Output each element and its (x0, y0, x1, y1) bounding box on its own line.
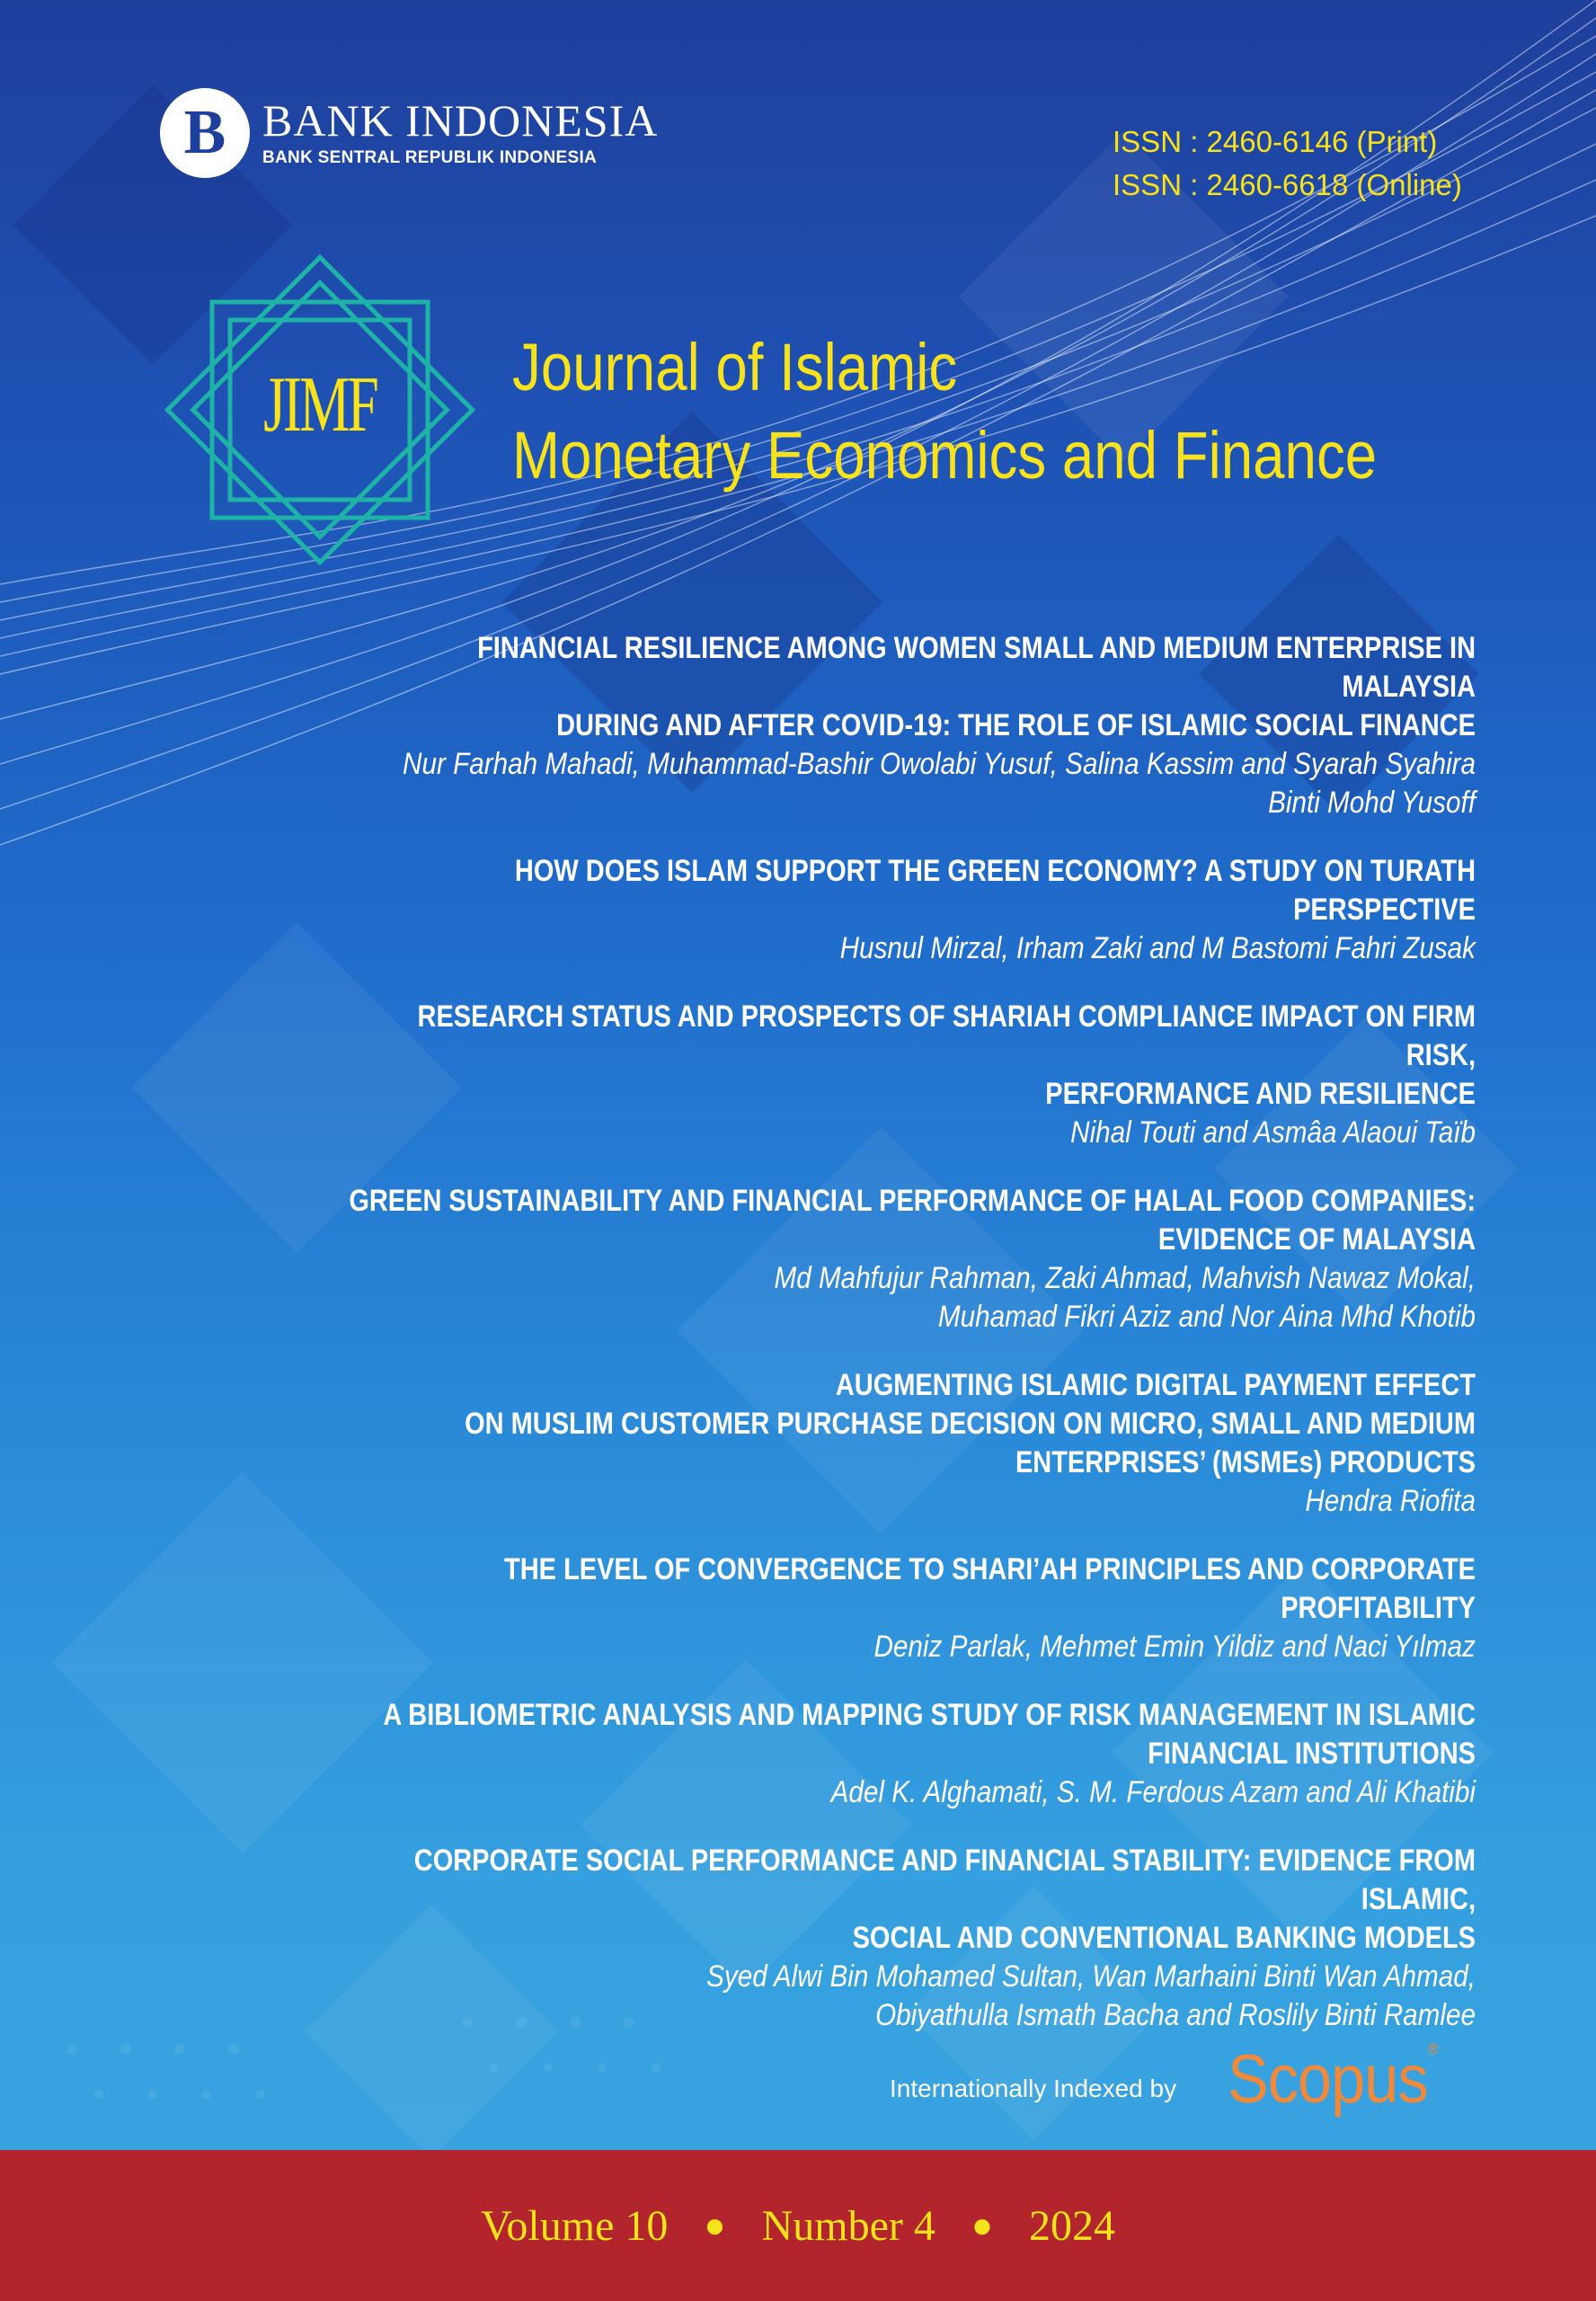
article-title: FINANCIAL RESILIENCE AMONG WOMEN SMALL AND MEDIUM ENTERPRISE IN MALAYSIA DURING AND AFTER COVID-19: THE ROLE OF ISLAMIC SOCIAL FINANCE (477, 631, 1476, 742)
issue-footer-bar (0, 2150, 1596, 2301)
scopus-logo (1228, 2040, 1438, 2119)
article-authors: Hendra Riofita (1305, 1484, 1476, 1518)
article-authors: Nihal Touti and Asmâa Alaoui Taïb (1070, 1115, 1476, 1150)
bank-indonesia-logo (160, 88, 658, 178)
bullet-separator-icon: ● (704, 2205, 726, 2245)
org-name: BANK INDONESIA (262, 95, 659, 146)
org-subtitle: BANK SENTRAL REPUBLIK INDONESIA (262, 148, 598, 167)
article-item (128, 1842, 1476, 2035)
registered-mark: ® (1427, 2040, 1438, 2058)
article-authors: Deniz Parlak, Mehmet Emin Yildiz and Naci Yılmaz (873, 1630, 1476, 1664)
indexing-label: Internationally Indexed by (890, 2074, 1177, 2102)
article-item (128, 852, 1476, 968)
bullet-separator-icon: ● (971, 2205, 994, 2245)
article-title: THE LEVEL OF CONVERGENCE TO SHARI’AH PRINCIPLES AND CORPORATE PROFITABILITY (504, 1552, 1476, 1625)
journal-acronym: JIMF (263, 361, 377, 449)
article-authors: Syed Alwi Bin Mohamed Sultan, Wan Marhaini Binti Wan Ahmad, Obiyathulla Ismath Bacha and Roslily Binti Ramlee (706, 1959, 1476, 2032)
article-title: GREEN SUSTAINABILITY AND FINANCIAL PERFORMANCE OF HALAL FOOD COMPANIES: EVIDENCE OF MALAYSIA (349, 1184, 1476, 1257)
issn-online: ISSN : 2460-6618 (Online) (1113, 168, 1462, 201)
article-authors: Nur Farhah Mahadi, Muhammad-Bashir Owolabi Yusuf, Salina Kassim and Syarah Syahira Binti Mohd Yusoff (403, 747, 1476, 820)
article-title: RESEARCH STATUS AND PROSPECTS OF SHARIAH COMPLIANCE IMPACT ON FIRM RISK, PERFORMANCE AND RESILIENCE (417, 999, 1476, 1111)
article-authors: Adel K. Alghamati, S. M. Ferdous Azam and Ali Khatibi (830, 1775, 1476, 1809)
number-label: Number 4 (761, 2201, 935, 2250)
article-item (128, 998, 1476, 1152)
journal-title-line1: Journal of Islamic (512, 330, 958, 404)
article-item (128, 629, 1476, 822)
bank-seal-icon: B (160, 88, 250, 178)
article-title: CORPORATE SOCIAL PERFORMANCE AND FINANCIAL STABILITY: EVIDENCE FROM ISLAMIC, SOCIAL AND CONVENTIONAL BANKING MODELS (413, 1843, 1476, 1955)
article-authors: Husnul Mirzal, Irham Zaki and M Bastomi Fahri Zusak (839, 931, 1476, 965)
article-title: HOW DOES ISLAM SUPPORT THE GREEN ECONOMY? A STUDY ON TURATH PERSPECTIVE (514, 854, 1476, 927)
year-label: 2024 (1029, 2201, 1116, 2250)
article-authors: Md Mahfujur Rahman, Zaki Ahmad, Mahvish Nawaz Mokal, Muhamad Fikri Aziz and Nor Aina Mhd Khotib (774, 1261, 1476, 1334)
article-item (128, 1182, 1476, 1337)
volume-label: Volume 10 (480, 2201, 669, 2250)
journal-title-line2: Monetary Economics and Finance (512, 418, 1378, 493)
article-item (128, 1550, 1476, 1666)
scopus-wordmark: Scopus (1228, 2041, 1428, 2118)
issn-print: ISSN : 2460-6146 (Print) (1113, 125, 1438, 158)
journal-title (512, 324, 1377, 500)
article-item (128, 1696, 1476, 1812)
article-item (128, 1366, 1476, 1521)
issn-block (1113, 120, 1462, 207)
article-title: AUGMENTING ISLAMIC DIGITAL PAYMENT EFFECT ON MUSLIM CUSTOMER PURCHASE DECISION ON MICRO, SMALL AND MEDIUM ENTERPRISES’ (MSMEs) PRODUCTS (465, 1368, 1476, 1479)
article-list (128, 629, 1476, 2065)
article-title: A BIBLIOMETRIC ANALYSIS AND MAPPING STUDY OF RISK MANAGEMENT IN ISLAMIC FINANCIAL INSTITUTIONS (383, 1698, 1476, 1771)
